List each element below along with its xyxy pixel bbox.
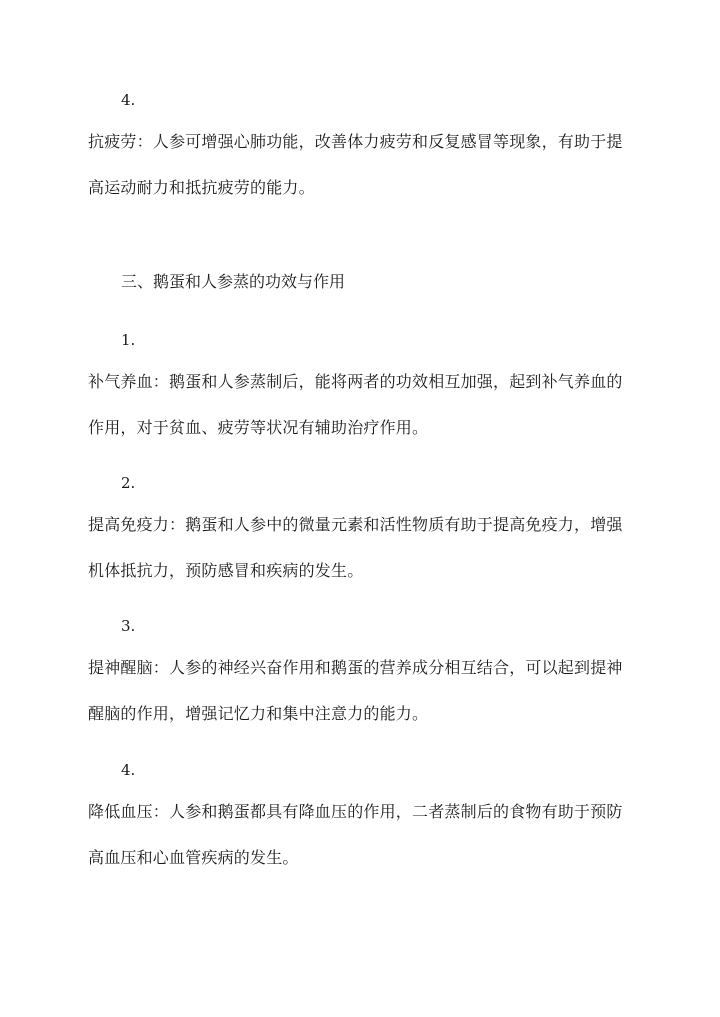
list-number: 4. [121, 761, 136, 779]
section-heading: 三、鹅蛋和人参蒸的功效与作用 [121, 272, 346, 291]
paragraph-lower-blood-pressure: 降低血压：人参和鹅蛋都具有降血压的作用，二者蒸制后的食物有助于预防高血压和心血管疾病的发生。 [88, 802, 623, 867]
paragraph-refresh-mind: 提神醒脑：人参的神经兴奋作用和鹅蛋的营养成分相互结合，可以起到提神醒脑的作用，增强记忆力和集中注意力的能力。 [88, 658, 623, 723]
list-number: 1. [121, 331, 136, 349]
paragraph-immunity: 提高免疫力：鹅蛋和人参中的微量元素和活性物质有助于提高免疫力，增强机体抵抗力，预防感冒和疾病的发生。 [88, 515, 623, 580]
list-number: 4. [121, 91, 136, 109]
list-number: 2. [121, 474, 136, 492]
list-number: 3. [121, 617, 136, 635]
paragraph-nourish-blood: 补气养血：鹅蛋和人参蒸制后，能将两者的功效相互加强，起到补气养血的作用，对于贫血、疲劳等状况有辅助治疗作用。 [88, 372, 623, 437]
paragraph-anti-fatigue: 抗疲劳：人参可增强心肺功能，改善体力疲劳和反复感冒等现象，有助于提高运动耐力和抵抗疲劳的能力。 [88, 132, 623, 197]
